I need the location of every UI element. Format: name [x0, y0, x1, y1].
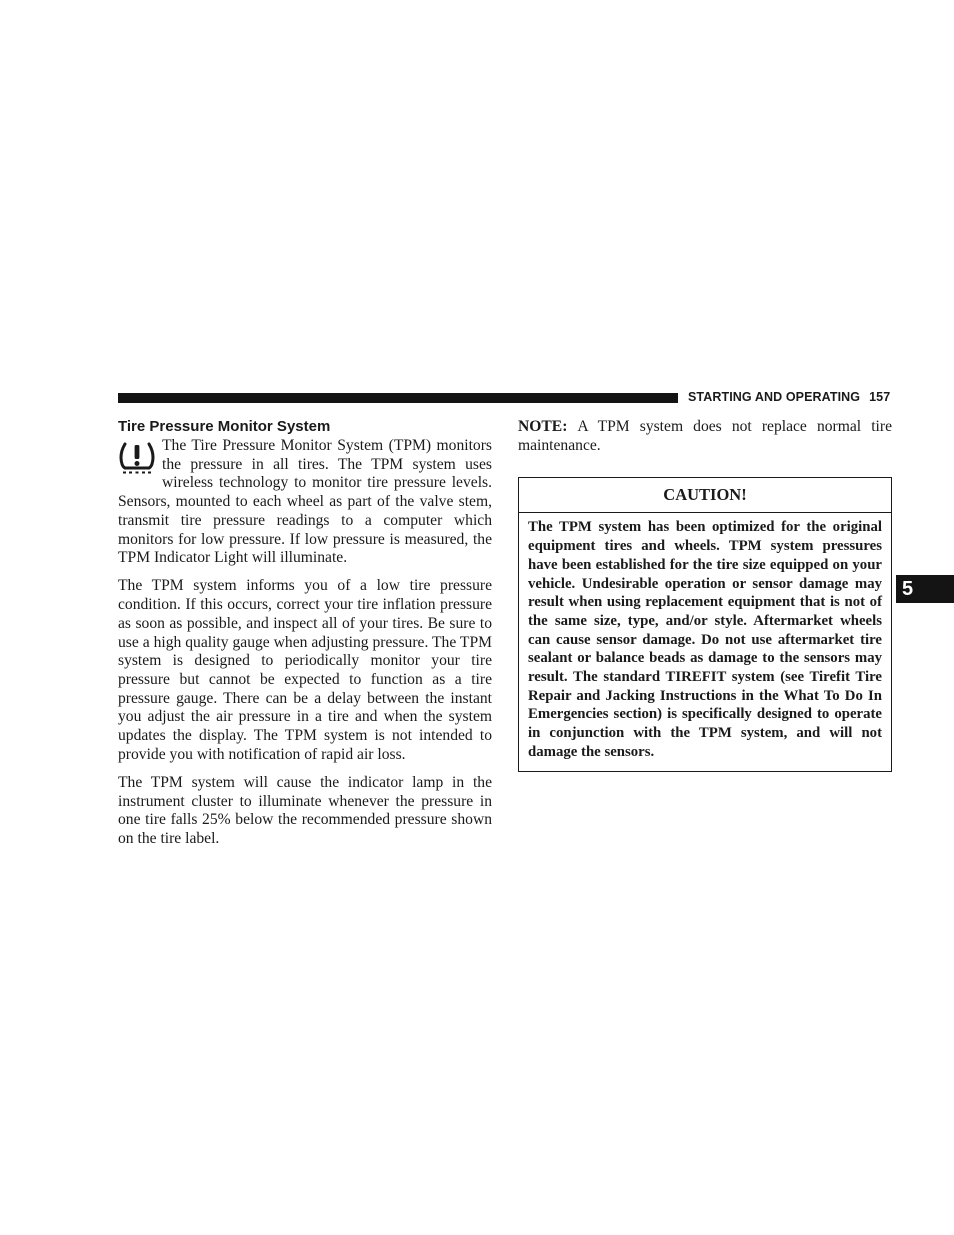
- section-heading: STARTING AND OPERATING: [688, 390, 861, 404]
- note-label: NOTE:: [518, 418, 568, 435]
- intro-paragraph: [118, 437, 492, 568]
- caution-text: The TPM system has been optimized for the original equipment tires and wheels. TPM system pressures have been established for the tire size equipped on your vehicle. Undesirable operation or sensor damage may result when using replacement equipment that is not of the same size, type, and/or style. Aftermarket wheels can cause sensor damage. Do not use aftermarket tire sealant or balance beads as damage to the sensors may result. The standard TIREFIT system (see Tirefit Tire Repair and Jacking Instructions in the What To Do In Emergencies section) is specifically designed to operate in conjunction with the TPM system, and will not damage the sensors.: [528, 519, 882, 760]
- body-paragraph: The TPM system informs you of a low tire pressure condition. If this occurs, correct your tire inflation pressure as soon as possible, and inspect all of your tires. Be sure to use a high quality gauge when adjusting pressure. The TPM system is designed to periodically monitor your tire pressure but cannot be expected to function as a tire pressure gauge. There can be a delay between the instant you adjust the air pressure in a tire and when the system updates the display. The TPM system is not intended to provide you with notification of rapid air loss.: [118, 577, 492, 763]
- tire-pressure-warning-icon: [118, 439, 156, 475]
- caution-box: [518, 477, 892, 771]
- paragraph-text: The Tire Pressure Monitor System (TPM) monitors the pressure in all tires. The TPM system uses wireless technology to monitor tire pressure levels. Sensors, mounted to each wheel as part of the valve stem, transmit tire pressure readings to a computer which monitors for low pressure. If low pressure is measured, the TPM Indicator Light will illuminate.: [118, 437, 492, 567]
- chapter-tab: 5: [896, 575, 954, 603]
- body-paragraph: The TPM system will cause the indicator lamp in the instrument cluster to illuminate whenever the pressure in one tire falls 25% below the recommended pressure shown on the tire label.: [118, 773, 492, 848]
- page-number: 157: [869, 390, 891, 404]
- left-column: [118, 418, 492, 858]
- header-rule: [118, 393, 678, 403]
- right-column: [518, 418, 892, 772]
- note-paragraph: [518, 418, 892, 455]
- section-title: Tire Pressure Monitor System: [118, 418, 331, 435]
- running-header: [688, 390, 892, 404]
- note-text: A TPM system does not replace normal tire maintenance.: [518, 418, 892, 454]
- caution-title: CAUTION!: [519, 478, 891, 513]
